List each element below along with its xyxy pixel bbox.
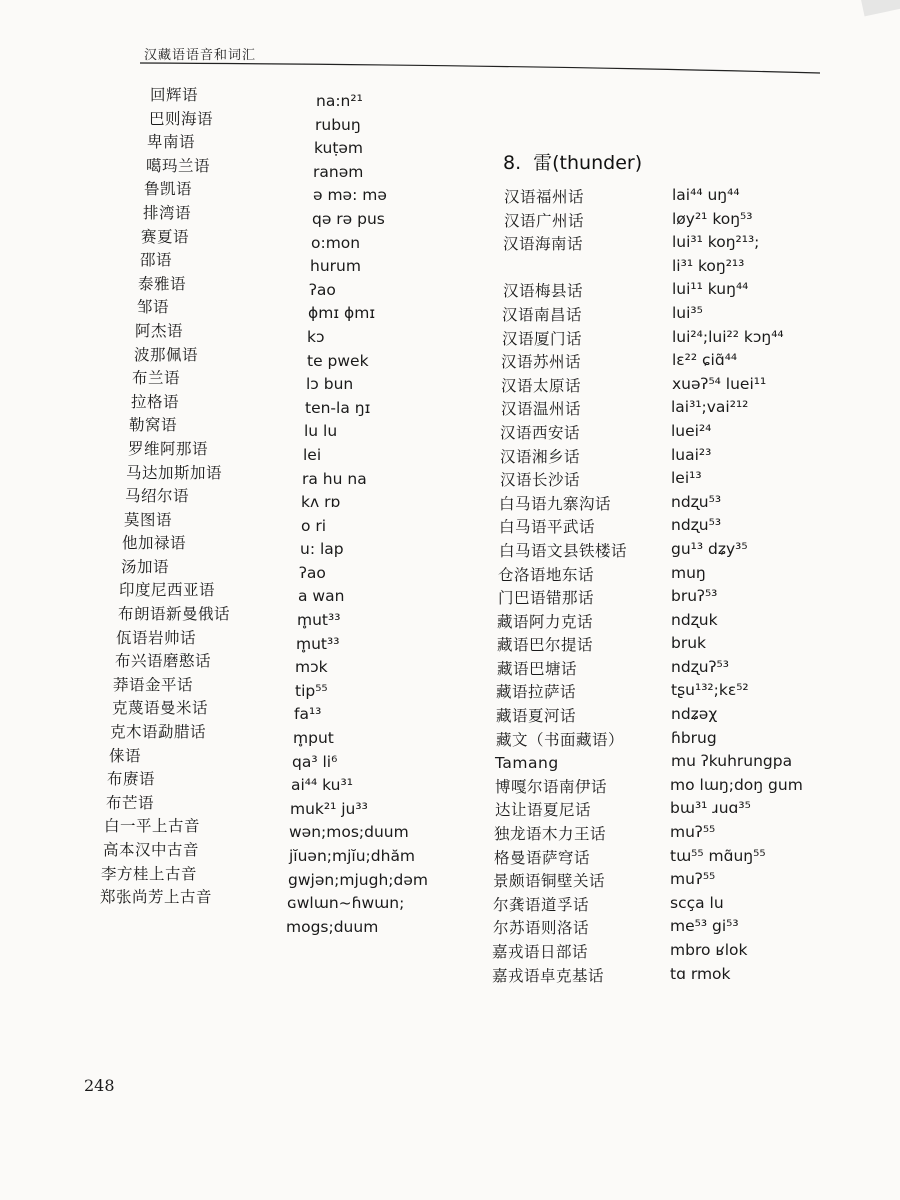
word-form: o:mon: [311, 233, 361, 252]
language-name: 布朗语新曼俄话: [118, 605, 231, 624]
language-name: 邵语: [140, 251, 173, 270]
word-form: hurum: [310, 257, 361, 276]
language-name: 马达加斯加语: [126, 463, 223, 482]
word-form: m̥ut³³: [297, 611, 341, 630]
word-form: muʔ⁵⁵: [670, 823, 716, 842]
language-name: 达让语夏尼话: [495, 801, 592, 820]
language-name: 李方桂上古音: [101, 864, 198, 883]
language-name: 克蔑语曼米话: [112, 699, 209, 718]
language-name: 门巴语错那话: [498, 589, 595, 608]
language-name: 勒窝语: [129, 416, 178, 435]
word-form: a wan: [298, 587, 345, 606]
word-form: mogs;duum: [286, 917, 379, 936]
word-form: kuṭəm: [314, 139, 364, 158]
word-form: lai³¹;vai²¹²: [671, 398, 749, 417]
language-name: 赛夏语: [141, 227, 190, 246]
running-head: 汉藏语语音和词汇: [144, 48, 257, 63]
language-name: 汤加语: [121, 557, 170, 576]
language-name: 克木语勐腊话: [110, 723, 207, 742]
word-form: lai⁴⁴ uŋ⁴⁴: [672, 186, 740, 204]
word-form: tɯ⁵⁵ mɑ̃uŋ⁵⁵: [670, 846, 766, 865]
language-name: 白马语文县铁楼话: [499, 541, 628, 560]
word-form: mbro ʁlok: [670, 941, 748, 959]
word-form: m̥put: [293, 729, 334, 748]
language-name: 汉语南昌话: [502, 305, 583, 324]
word-form: tip⁵⁵: [295, 681, 328, 700]
word-form: bruʔ⁵³: [671, 587, 718, 606]
language-name: 布芒语: [106, 793, 155, 812]
language-name: Tamang: [495, 754, 559, 773]
language-name: 卑南语: [147, 133, 196, 152]
language-name: 郑张尚芳上古音: [100, 888, 213, 907]
word-form: ʔao: [309, 280, 336, 299]
word-form: wən;mos;duum: [289, 823, 409, 842]
left-language-list: [100, 84, 230, 910]
word-form: lu lu: [304, 422, 338, 441]
word-form: lui³⁵: [672, 303, 703, 322]
language-name: 藏文（书面藏语）: [496, 730, 625, 749]
word-form: bruk: [671, 634, 707, 653]
language-name: 罗维阿那语: [128, 439, 209, 458]
language-name: 布兴语磨憨话: [115, 652, 212, 671]
word-form: kɔ: [307, 327, 325, 346]
language-name: 藏语巴尔提话: [497, 636, 594, 655]
right-form-list: [670, 184, 803, 986]
language-name: 噶玛兰语: [146, 156, 211, 175]
language-name: 藏语拉萨话: [496, 683, 577, 702]
language-name: 莽语金平话: [113, 675, 194, 694]
word-form: mu ʔkuhrungpa: [671, 752, 793, 771]
language-name: 尔苏语则洛话: [493, 919, 590, 938]
header-rule: [140, 60, 820, 74]
language-name: 汉语西安话: [500, 423, 581, 442]
word-form: lui²⁴;lui²² kɔŋ⁴⁴: [672, 327, 784, 346]
word-form: rubuŋ: [315, 115, 361, 134]
word-form: qə rə pus: [312, 209, 385, 228]
language-name: 藏语阿力克话: [497, 612, 594, 631]
word-form: ə mə: mə: [313, 186, 387, 205]
language-name: 汉语长沙话: [500, 471, 581, 490]
language-name: 排湾语: [143, 203, 192, 222]
language-name: 景颇语铜壁关话: [493, 872, 606, 891]
language-name: 泰雅语: [138, 274, 187, 293]
section-title: 雷(thunder): [533, 152, 643, 174]
word-form: scça lu: [670, 893, 724, 912]
word-form: løy²¹ koŋ⁵³: [672, 209, 753, 228]
language-name: 尔龚语道孚话: [493, 895, 590, 914]
language-name: 巴则海语: [149, 109, 214, 128]
word-form: lɔ bun: [306, 375, 354, 394]
section-number: 8.: [503, 152, 522, 174]
language-name: 鲁凯语: [144, 180, 193, 199]
right-language-list: [492, 186, 627, 988]
word-form: gu¹³ dʑy³⁵: [671, 539, 748, 558]
word-form: u: lap: [300, 540, 344, 559]
language-name: 仓洛语地东话: [498, 565, 595, 584]
language-name: 白马语九寨沟话: [499, 494, 612, 513]
language-name: 白一平上古音: [104, 817, 201, 836]
language-name: 汉语福州话: [504, 188, 585, 206]
language-name: 汉语苏州话: [501, 353, 582, 372]
word-form: muʔ⁵⁵: [670, 870, 716, 889]
language-name: 波那佩语: [134, 345, 199, 364]
word-form: ranəm: [313, 162, 364, 181]
word-form: mɔk: [295, 658, 328, 677]
word-form: lɛ²² ɕiɑ̃⁴⁴: [672, 351, 738, 370]
language-name: 汉语梅县话: [503, 282, 584, 301]
language-name: 汉语太原话: [501, 376, 582, 395]
word-form: ndʐu⁵³: [671, 516, 722, 535]
language-name: 布兰语: [132, 369, 181, 388]
word-form: xuəʔ⁵⁴ luei¹¹: [672, 374, 767, 393]
language-name: 他加禄语: [122, 534, 187, 553]
word-form: ndʐuʔ⁵³: [671, 657, 729, 676]
word-form: muŋ: [671, 563, 706, 582]
page-corner-mark: [860, 0, 900, 16]
left-form-list: [286, 90, 428, 939]
language-name: 白马语平武话: [499, 518, 596, 537]
word-form: gwjən;mjugh;dəm: [288, 870, 428, 889]
language-name: 汉语海南话: [503, 235, 584, 254]
section-heading: [503, 148, 642, 175]
word-form: o ri: [301, 516, 327, 535]
language-name: 藏语夏河话: [496, 707, 577, 726]
language-name: 汉语厦门话: [502, 329, 583, 348]
word-form: ten-la ŋɪ: [305, 398, 371, 417]
language-name: 布赓语: [107, 770, 156, 789]
word-form: li³¹ koŋ²¹³: [672, 256, 745, 275]
word-form: ra hu na: [302, 469, 367, 488]
language-name: 格曼语萨穹话: [494, 848, 591, 867]
language-name: 汉语湘乡话: [500, 447, 581, 466]
word-form: kʌ rɒ: [301, 493, 341, 512]
page-number: 248: [84, 1076, 115, 1095]
language-name: 嘉戎语日部话: [492, 943, 589, 961]
language-name: 俫语: [109, 746, 142, 765]
language-name: 汉语广州话: [504, 211, 585, 230]
language-name: 藏语巴塘话: [497, 659, 578, 678]
word-form: luei²⁴: [671, 421, 712, 440]
word-form: lui¹¹ kuŋ⁴⁴: [672, 280, 749, 299]
language-name: 拉格语: [131, 392, 180, 411]
language-name: 博嘎尔语南伊话: [495, 777, 608, 796]
word-form: lei¹³: [671, 469, 702, 488]
language-name: 嘉戎语卓克基话: [492, 966, 605, 985]
word-form: lei: [303, 445, 322, 464]
language-name: 邹语: [137, 298, 170, 317]
word-form: na:n²¹: [316, 92, 363, 110]
word-form: muk²¹ ju³³: [290, 799, 368, 818]
word-form: te pwek: [307, 351, 369, 370]
word-form: ai⁴⁴ ku³¹: [291, 776, 353, 795]
language-name: 阿杰语: [135, 321, 184, 340]
word-form: jĭuən;mjĭu;dhăm: [289, 847, 416, 865]
word-form: m̥ut³³: [296, 634, 340, 653]
word-form: me⁵³ gi⁵³: [670, 917, 739, 936]
word-form: bɯ³¹ ɹuɑ³⁵: [670, 799, 751, 818]
word-form: mo lɯŋ;doŋ gum: [670, 775, 803, 794]
language-name: 莫图语: [124, 510, 173, 529]
word-form: ɦbrug: [671, 728, 717, 747]
language-name: 独龙语木力王话: [494, 825, 607, 844]
word-form: lui³¹ koŋ²¹³;: [672, 233, 760, 252]
word-form: ɢwlɯn~ɦwɯn;: [287, 894, 405, 913]
word-form: qa³ li⁶: [292, 752, 338, 771]
word-form: ʔao: [299, 563, 326, 582]
language-name: 高本汉中古音: [103, 841, 200, 859]
word-form: tɑ rmok: [670, 964, 731, 983]
word-form: tʂu¹³²;kɛ⁵²: [671, 681, 749, 700]
word-form: ɸmɪ ɸmɪ: [308, 304, 376, 323]
word-form: ndʐu⁵³: [671, 492, 722, 511]
word-form: ndʐuk: [671, 610, 718, 629]
word-form: luai²³: [671, 445, 712, 464]
word-form: ndʑəχ: [671, 705, 718, 724]
language-name: 回辉语: [150, 86, 199, 104]
language-name: 佤语岩帅话: [116, 628, 197, 647]
language-name: 汉语温州话: [501, 400, 582, 419]
language-name: 马绍尔语: [125, 487, 190, 506]
word-form: fa¹³: [294, 705, 322, 724]
language-name: 印度尼西亚语: [119, 581, 216, 600]
